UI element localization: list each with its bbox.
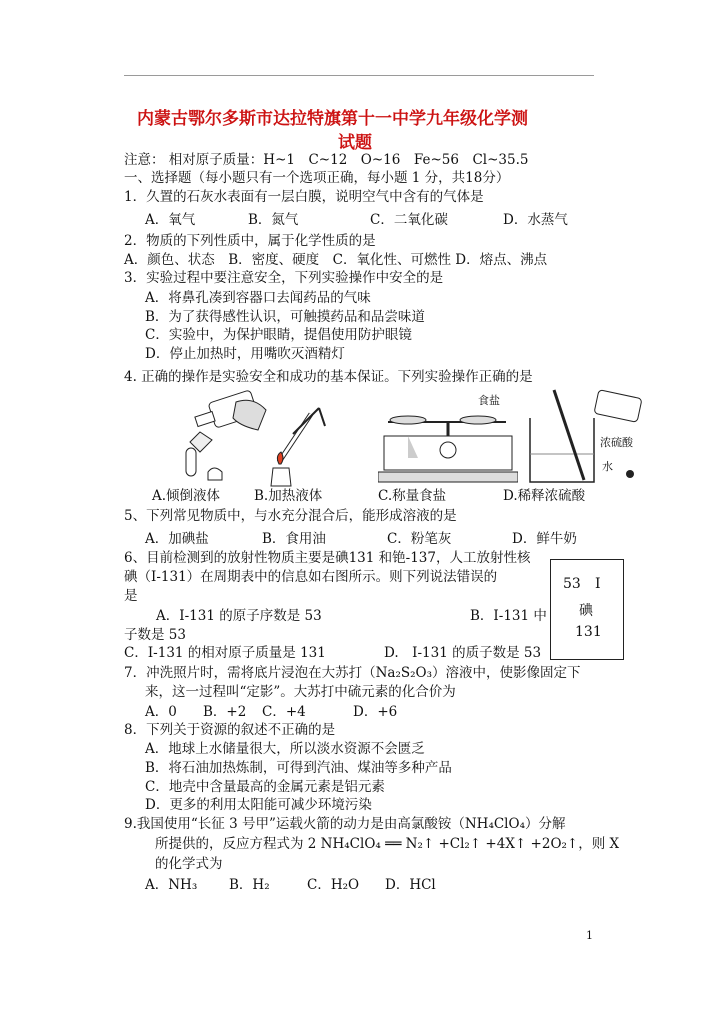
- question-4: 4. 正确的操作是实验安全和成功的基本保证。下列实验操作正确的是: [124, 369, 533, 385]
- q6-option-b: B．I-131 中: [470, 608, 547, 624]
- q5-option-b: B．食用油: [262, 531, 326, 547]
- question-6-line-3: 是: [124, 588, 138, 604]
- question-9-line-1: 9.我国使用“长征 3 号甲”运载火箭的动力是由高氯酸铵（NH₄ClO₄）分解: [124, 816, 566, 832]
- q9-option-a: A．NH₃: [145, 877, 198, 893]
- q6-option-d: D. I-131 的质子数是 53: [384, 645, 542, 661]
- question-9-line-3: 的化学式为: [155, 856, 223, 872]
- q8-option-a: A．地球上水储量很大，所以淡水资源不会匮乏: [145, 741, 425, 757]
- question-7-line-1: 7．冲洗照片时，需将底片浸泡在大苏打（Na₂S₂O₃）溶液中，使影像固定下: [124, 665, 581, 681]
- q9-option-c: C．H₂O: [307, 877, 360, 893]
- q5-option-a: A．加碘盐: [145, 531, 209, 547]
- question-6-line-2: 碘（I-131）在周期表中的信息如右图所示。则下列说法错误的: [124, 569, 498, 585]
- question-5: 5、下列常见物质中，与水充分混合后，能形成溶液的是: [124, 508, 457, 524]
- title-line-2: 试题: [338, 133, 372, 153]
- element-name: 碘: [579, 603, 593, 619]
- page-number: 1: [586, 929, 593, 942]
- question-2: 2．物质的下列性质中，属于化学性质的是: [124, 233, 376, 249]
- question-8: 8．下列关于资源的叙述不正确的是: [124, 722, 336, 738]
- q3-option-c: C．实验中，为保护眼睛，提倡使用防护眼镜: [145, 327, 412, 343]
- heating-liquid-figure: [263, 404, 333, 490]
- q7-option-c: C．+4: [262, 704, 306, 720]
- header-rule: [124, 75, 594, 76]
- q6-option-c: C．I-131 的相对原子质量是 131: [124, 645, 326, 661]
- q6-option-b-continued: 子数是 53: [124, 627, 186, 643]
- question-9-line-2: 所提供的，反应方程式为 2 NH₄ClO₄ ══ N₂↑ +Cl₂↑ +4X↑ +2O₂↑，则 X: [155, 836, 620, 852]
- question-1: 1．久置的石灰水表面有一层白膜，说明空气中含有的气体是: [124, 189, 484, 205]
- q7-option-b: B．+2: [203, 704, 247, 720]
- q1-option-c: C．二氧化碳: [370, 212, 448, 228]
- q8-option-c: C．地壳中含量最高的金属元素是铝元素: [145, 779, 385, 795]
- q4-caption-c: C.称量食盐: [378, 488, 447, 504]
- note: 注意： 相对原子质量：H~1 C~12 O~16 Fe~56 Cl~35.5: [124, 152, 529, 168]
- title-line-1: 内蒙古鄂尔多斯市达拉特旗第十一中学九年级化学测: [137, 109, 528, 129]
- balance-figure: [378, 392, 518, 488]
- atomic-number: 53: [563, 576, 581, 592]
- question-3: 3．实验过程中要注意安全，下列实验操作中安全的是: [124, 270, 444, 286]
- atomic-mass: 131: [575, 624, 602, 640]
- q7-option-d: D．+6: [353, 704, 398, 720]
- q3-option-a: A．将鼻孔凑到容器口去闻药品的气味: [145, 290, 371, 306]
- q5-option-c: C．粉笔灰: [387, 531, 452, 547]
- question-6-line-1: 6、目前检测到的放射性物质主要是碘131 和铯-137，人工放射性核: [124, 550, 531, 566]
- q1-option-d: D．水蒸气: [503, 212, 568, 228]
- q9-option-d: D．HCl: [385, 877, 436, 893]
- dilute-acid-figure: [524, 388, 654, 488]
- q4-caption-d: D.稀释浓硫酸: [503, 488, 586, 504]
- acid-label: 浓硫酸: [600, 436, 633, 449]
- q7-option-a: A．0: [145, 704, 177, 720]
- q1-option-a: A．氧气: [145, 212, 196, 228]
- question-7-line-2: 来，这一过程叫“定影”。大苏打中硫元素的化合价为: [145, 684, 456, 700]
- q9-option-b: B．H₂: [229, 877, 270, 893]
- q2-options: A．颜色、状态 B．密度、硬度 C．氧化性、可燃性 D．熔点、沸点: [124, 252, 548, 268]
- q5-option-d: D．鲜牛奶: [512, 531, 577, 547]
- water-label: 水: [602, 460, 613, 473]
- q3-option-b: B．为了获得感性认识，可触摸药品和品尝味道: [145, 309, 425, 325]
- element-symbol: I: [595, 576, 601, 592]
- q4-caption-a: A.倾倒液体: [152, 488, 221, 504]
- q8-option-b: B．将石油加热炼制，可得到汽油、煤油等多种产品: [145, 760, 452, 776]
- q8-option-d: D．更多的利用太阳能可减少环境污染: [145, 797, 372, 813]
- q3-option-d: D．停止加热时，用嘴吹灭酒精灯: [145, 346, 345, 362]
- q6-option-a: A．I-131 的原子序数是 53: [156, 608, 322, 624]
- salt-label: 食盐: [478, 394, 500, 407]
- section-heading: 一、选择题（每小题只有一个选项正确，每小题 1 分，共18分）: [124, 170, 510, 186]
- q4-caption-b: B.加热液体: [254, 488, 323, 504]
- element-info-box: [550, 559, 624, 660]
- q1-option-b: B．氮气: [248, 212, 299, 228]
- pouring-liquid-figure: [178, 390, 270, 490]
